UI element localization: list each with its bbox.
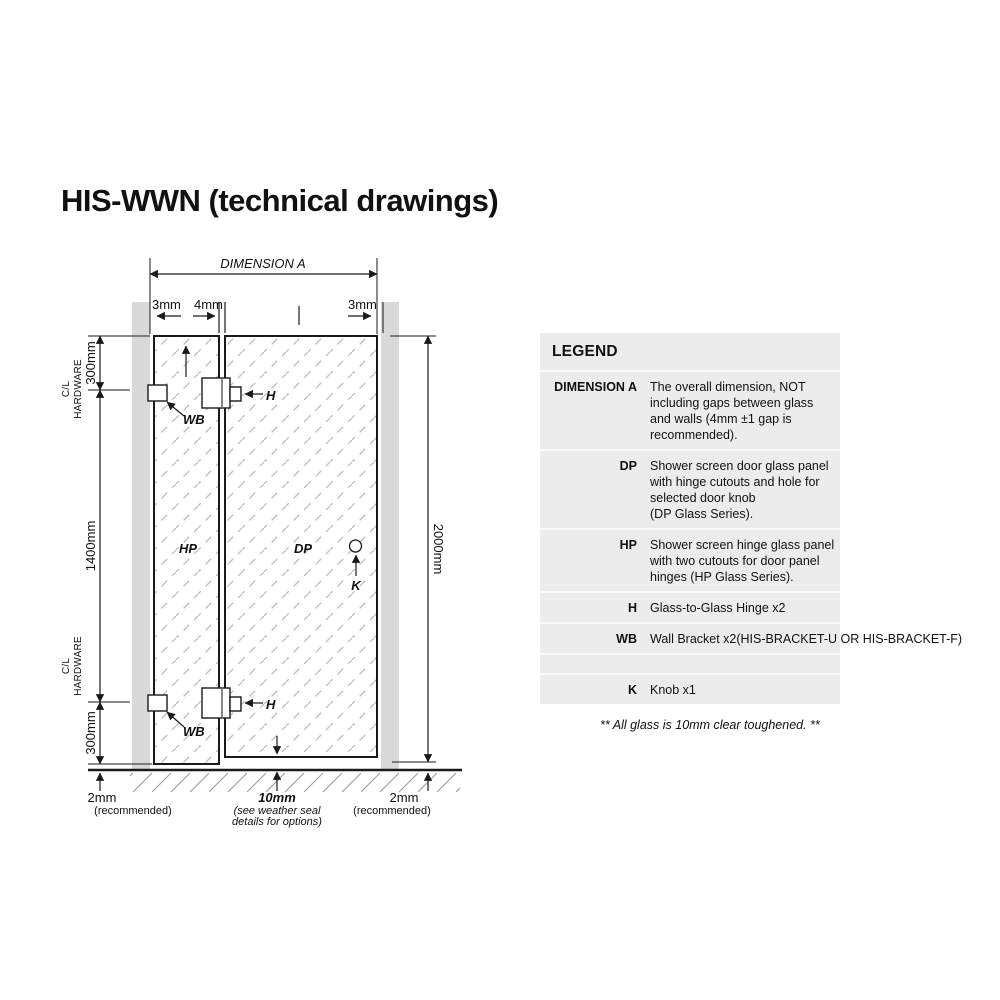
legend-term: K [627,683,637,697]
wall-bracket-top [148,385,167,401]
legend-row-dp [540,449,840,528]
hp-panel-label: HP [178,541,198,556]
legend-description [650,379,836,443]
legend-description [650,600,836,616]
legend-line: Shower screen door glass panel [650,459,829,473]
legend-line: Glass-to-Glass Hinge x2 [650,601,786,615]
legend-description [650,537,836,585]
legend-row-hp [540,528,840,591]
floor-gap-right-label: 2mm [389,790,419,805]
floor-gap-center-note1: (see weather seal [233,805,321,817]
legend-row-dimension-a [540,370,840,449]
hinge-bottom-body [202,688,230,718]
legend-row-spacer [540,653,840,673]
hinge-bottom-label: H [266,697,276,712]
legend [540,333,963,732]
cl-top-line1: C/L [61,380,72,398]
hinge-bottom-tab [230,697,241,711]
dim-2000-label: 2000mm [431,523,446,575]
floor-gap-left-note: (recommended) [94,805,172,817]
wall-bracket-top-label: WB [183,412,205,427]
glass-footnote: ** All glass is 10mm clear toughened. ** [600,718,820,732]
legend-line: recommended). [650,428,738,442]
legend-table [540,333,963,704]
legend-header: LEGEND [552,343,618,360]
hinge-top-body [202,378,230,408]
legend-term: DIMENSION A [554,380,637,394]
hinge-top-label: H [266,388,276,403]
legend-line: Knob x1 [650,683,696,697]
dim-300-top-label: 300mm [83,341,98,385]
wall-bracket-bottom [148,695,167,711]
legend-line: Shower screen hinge glass panel [650,538,835,552]
legend-line: (DP Glass Series). [650,507,754,521]
right-wall [381,302,399,770]
legend-term: HP [619,538,637,552]
floor-gap-center-label: 10mm [258,790,296,805]
gap-wall-left-label: 3mm [152,297,181,312]
legend-row-h [540,591,840,622]
dim-a-label: DIMENSION A [220,256,306,271]
floor-gap-right-note: (recommended) [353,805,431,817]
legend-line: including gaps between glass [650,396,814,410]
legend-description [650,682,836,698]
cl-bottom-line2: HARDWARE [73,636,84,696]
gap-wall-right-label: 3mm [348,297,377,312]
legend-description [650,631,962,647]
cl-bottom-line1: C/L [61,657,72,675]
legend-line: selected door knob [650,491,756,505]
knob-label: K [351,578,361,593]
legend-term: H [627,601,637,615]
shower-screen-drawing [55,240,475,840]
hinge-top-tab [230,387,241,401]
legend-line: with two cutouts for door panel [650,554,820,568]
legend-row-wb [540,622,963,653]
legend-line: hinges (HP Glass Series). [650,570,794,584]
gap-panels-label: 4mm [194,297,223,312]
dim-1400-label: 1400mm [83,520,98,572]
legend-line: and walls (4mm ±1 gap is [650,412,792,426]
legend-line: Wall Bracket x2(HIS-BRACKET-U OR HIS-BRACKET-F) [650,632,963,646]
dim-300-bottom-label: 300mm [83,711,98,755]
legend-term: WB [616,632,637,646]
knob-symbol [350,540,362,552]
dp-panel-label: DP [293,541,313,556]
floor-hatch [130,771,460,792]
legend-description [650,458,836,522]
legend-term: DP [619,459,637,473]
legend-row-k [540,673,840,704]
legend-line: The overall dimension, NOT [650,380,806,394]
floor-gap-center-note2: details for options) [232,816,322,828]
page-title: HIS-WWN (technical drawings) [61,183,499,218]
floor-gap-left-label: 2mm [87,790,117,805]
legend-line: with hinge cutouts and hole for [650,475,820,489]
cl-top-line2: HARDWARE [73,359,84,419]
wall-bracket-bottom-label: WB [183,724,205,739]
